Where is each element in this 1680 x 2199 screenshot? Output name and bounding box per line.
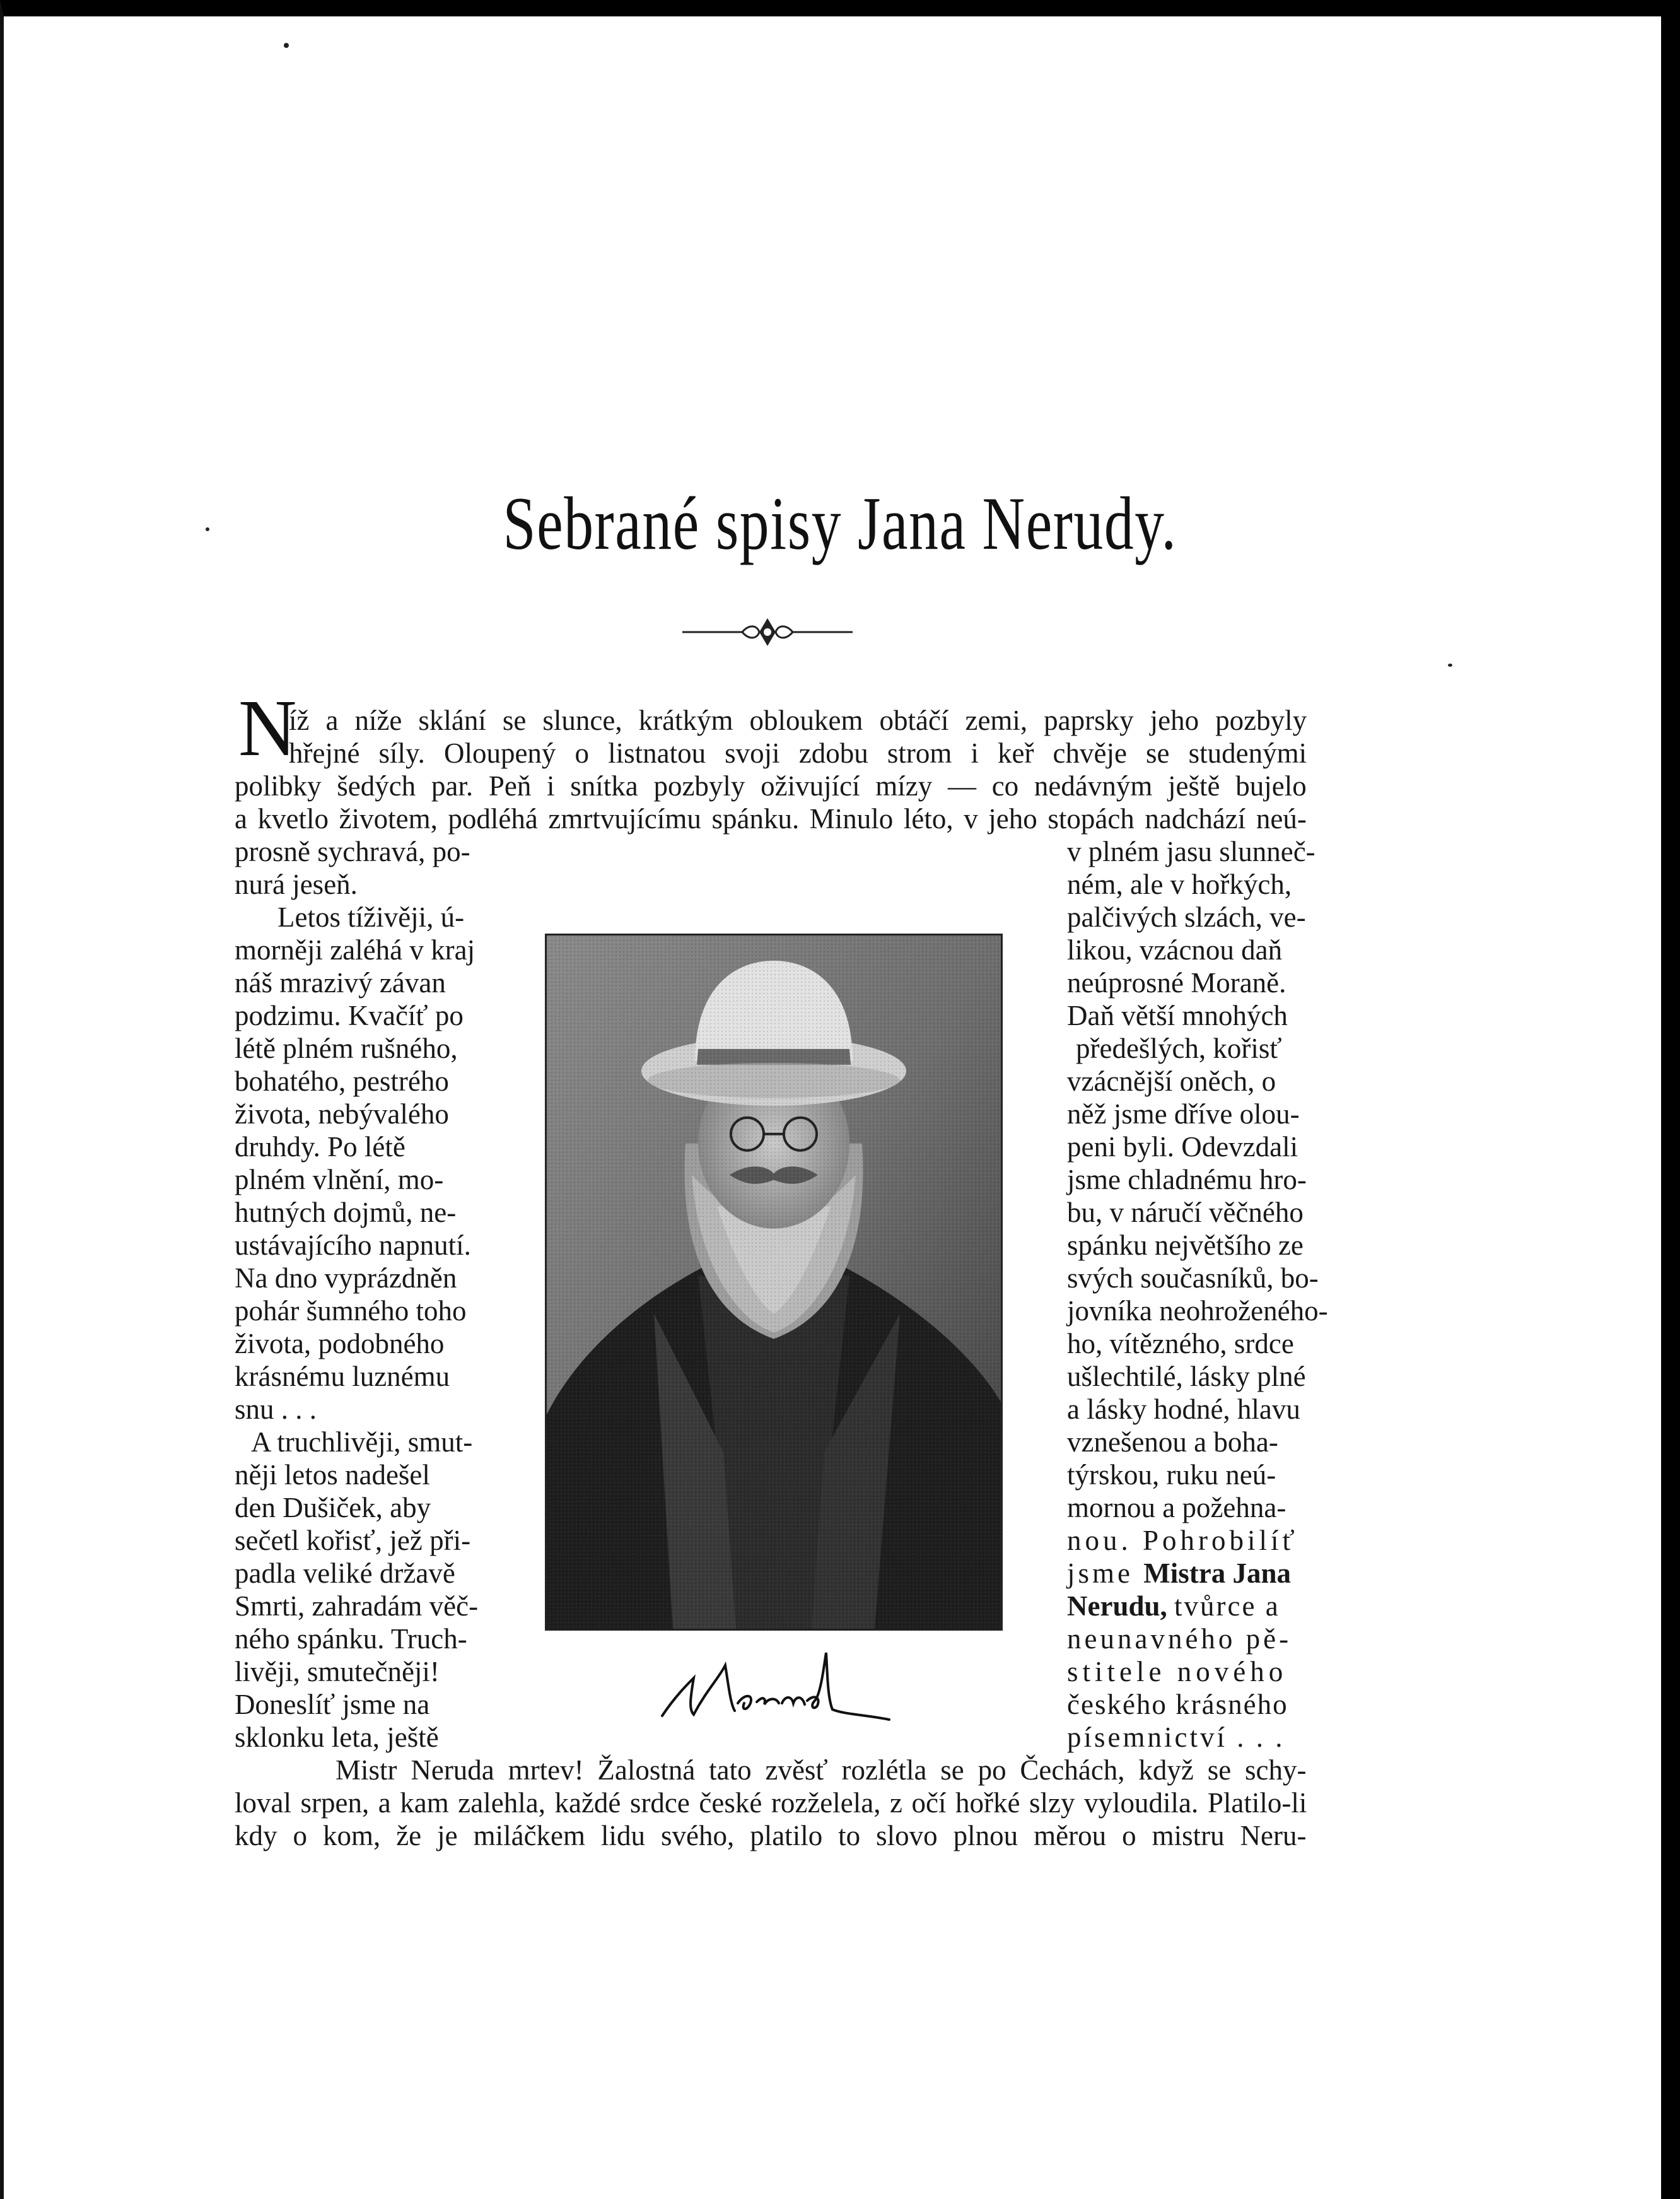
right-column-line: spánku největšího ze xyxy=(1067,1229,1304,1261)
left-column-line: Smrti, zahradám věč- xyxy=(235,1590,479,1622)
left-column-line: livěji, smutečněji! xyxy=(235,1656,440,1687)
left-column-line: krásnému luznému xyxy=(235,1361,450,1392)
left-column-line: života, podobného xyxy=(235,1328,445,1359)
left-column-line: ného spánku. Truch- xyxy=(235,1623,467,1655)
right-column-line: jsme chladnému hro- xyxy=(1067,1164,1307,1195)
right-column-line: svých současníků, bo- xyxy=(1067,1262,1319,1294)
emphasized-name: Mistra Jana xyxy=(1143,1557,1291,1589)
right-column-line: peni byli. Odevzdali xyxy=(1067,1131,1298,1163)
right-column-line: likou, vzácnou daň xyxy=(1067,934,1283,966)
right-column-line: ném, ale v hořkých, xyxy=(1067,869,1292,900)
left-column-line: Doneslíť jsme na xyxy=(235,1689,430,1720)
left-column-line: druhdy. Po létě xyxy=(235,1131,405,1163)
left-column-line: života, nebývalého xyxy=(235,1098,449,1130)
speck xyxy=(1448,664,1452,667)
intro-line: polibky šedých par. Peň i snítka pozbyly oživující mízy — co nedávným ještě bujelo xyxy=(235,770,1307,802)
left-column-line: plném vlnění, mo- xyxy=(235,1164,444,1195)
right-column-line: písemnictví . . . xyxy=(1067,1721,1285,1753)
left-column-line: Letos tíživěji, ú- xyxy=(277,901,465,933)
left-column-line: sklonku leta, ještě xyxy=(235,1721,439,1753)
left-column-line: nurá jeseň. xyxy=(235,869,358,900)
left-column-line: pohár šumného toho xyxy=(235,1295,467,1327)
left-column-line: padla veliké državě xyxy=(235,1557,455,1589)
closing-line: loval srpen, a kam zalehla, každé srdce české rozželela, z očí hořké slzy vyloudila. Platilo-li xyxy=(235,1787,1307,1819)
intro-line: hřejné síly. Oloupený o listnatou svoji zdobu strom i keř chvěje se studenými xyxy=(289,737,1307,769)
ornamental-divider-icon xyxy=(682,613,853,651)
right-column-text: jsme xyxy=(1067,1557,1133,1589)
handwritten-signature-icon xyxy=(656,1640,895,1735)
left-column-line: morněji zaléhá v kraj xyxy=(235,934,475,966)
left-column-line: bohatého, pestrého xyxy=(235,1065,449,1097)
left-column-line: něji letos nadešel xyxy=(235,1459,430,1491)
right-column-line: a lásky hodné, hlavu xyxy=(1067,1393,1300,1425)
page-title: Sebrané spisy Jana Nerudy. xyxy=(503,481,1177,565)
drop-cap: N xyxy=(238,683,297,773)
right-column-line: nou. Pohrobilíť xyxy=(1067,1525,1298,1556)
right-column-line xyxy=(1067,1557,1305,1590)
right-column-line: mornou a požehna- xyxy=(1067,1492,1286,1523)
right-column-line: jovníka neohroženého- xyxy=(1067,1295,1328,1327)
right-column-line: ušlechtilé, lásky plné xyxy=(1067,1361,1306,1392)
left-column-line: A truchlivěji, smut- xyxy=(251,1426,473,1458)
right-column-line: něž jsme dříve olou- xyxy=(1067,1098,1300,1130)
closing-line: Mistr Neruda mrtev! Žalostná tato zvěsť rozlétla se po Čechách, když se schy- xyxy=(335,1754,1307,1786)
right-column-line: vzácnější oněch, o xyxy=(1067,1065,1276,1097)
closing-line: kdy o kom, že je miláčkem lidu svého, platilo to slovo plnou měrou o mistru Neru- xyxy=(235,1820,1307,1851)
left-column-line: sečetl kořisť, jež při- xyxy=(235,1525,471,1556)
right-column-line: českého krásného xyxy=(1067,1689,1288,1720)
portrait-photo-icon xyxy=(545,934,1003,1631)
right-column-text: tvůrce a xyxy=(1174,1590,1280,1622)
right-column-line: neúprosné Moraně. xyxy=(1067,967,1286,999)
intro-line: a kvetlo životem, podléhá zmrtvujícímu spánku. Minulo léto, v jeho stopách nadchází neú- xyxy=(235,803,1307,835)
right-column-line: předešlých, kořisť xyxy=(1076,1033,1282,1064)
left-column-line: prosně sychravá, po- xyxy=(235,836,470,867)
left-column-line: hutných dojmů, ne- xyxy=(235,1197,457,1228)
left-column-line: náš mrazivý závan xyxy=(235,967,446,999)
right-column-line: ho, vítězného, srdce xyxy=(1067,1328,1294,1359)
emphasized-name: Nerudu, xyxy=(1067,1590,1167,1622)
right-column-line: v plném jasu slunneč- xyxy=(1067,836,1315,867)
right-column-line: Daň větší mnohých xyxy=(1067,1000,1288,1031)
intro-line: íž a níže sklání se slunce, krátkým obloukem obtáčí zemi, paprsky jeho pozbyly xyxy=(289,705,1307,736)
right-column-line: stitele nového xyxy=(1067,1656,1288,1687)
left-column-line: den Dušiček, aby xyxy=(235,1492,431,1523)
left-column-line: ustávajícího napnutí. xyxy=(235,1229,471,1261)
right-column-line xyxy=(1067,1590,1305,1622)
left-column-line: snu . . . xyxy=(235,1393,317,1425)
speck xyxy=(284,43,289,48)
left-column-line: létě plném rušného, xyxy=(235,1033,458,1064)
right-column-line: neunavného pě- xyxy=(1067,1623,1292,1655)
left-column-line: podzimu. Kvačíť po xyxy=(235,1000,464,1031)
right-column-line: bu, v náručí věčného xyxy=(1067,1197,1304,1228)
right-column-line: týrskou, ruku neú- xyxy=(1067,1459,1276,1491)
right-column-line: vznešenou a boha- xyxy=(1067,1426,1278,1458)
left-column-line: Na dno vyprázdněn xyxy=(235,1262,457,1294)
right-column-line: palčivých slzách, ve- xyxy=(1067,901,1306,933)
